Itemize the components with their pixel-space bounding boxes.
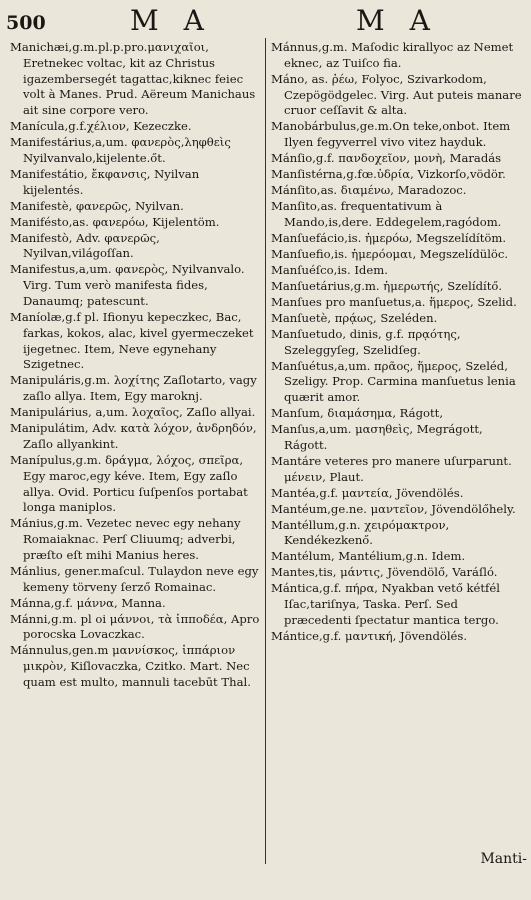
- dictionary-entry: Manícula,g.f.χέλιον, Kezeczke.: [10, 119, 192, 134]
- dictionary-entry: Manifestárius,a,um. φανερὸς,ληφθεὶς Nyilvanvalo,kijelente.őt.: [10, 135, 231, 165]
- dictionary-entry: Manipulárius, a,um. λοχαῖος, Zaſlo allyai.: [10, 405, 256, 420]
- dictionary-entry: Mantáre veteres pro manere uſurparunt. μένειν, Plaut.: [271, 453, 512, 484]
- dictionary-entry: Manſuetè, πρᾴως, Szeléden.: [271, 310, 438, 325]
- dictionary-entry: Manſuétus,a,um. πρᾶος, ἥμερος, Szeléd, Szeligy. Prop. Carmina manſuetus lenia quærit amor.: [271, 358, 516, 405]
- page-header: [0, 0, 531, 40]
- dictionary-entry: Mánna,g.f. μάννα, Manna.: [10, 595, 166, 610]
- dictionary-entry: Mánſio,g.f. πανδοχεῖον, μονὴ, Maradás: [271, 151, 502, 166]
- dictionary-entry: Manſuefio,is. ἡμερόομαι, Megszelídülöc.: [271, 246, 509, 261]
- dictionary-entry: Manichæi,g.m.pl.p.pro.μανιχαῖοι, Eretnekec voltac, kit az Christus igazembersegét tagattac,kiknec feiec volt à Manes. Prud. Aëreum Manichaus ait sine corpore vero.: [10, 40, 256, 118]
- dictionary-entry: Manſues pro manſuetus,a. ἥμερος, Szelid.: [271, 294, 517, 309]
- catchword: Manti-: [480, 851, 527, 867]
- dictionary-entry: Mantélum, Mantélium,g.n. Idem.: [271, 549, 466, 564]
- dictionary-entry: Máno, as. ῥέω, Folyoc, Szivarkodom, Czepögödgelec. Virg. Aut puteis manare cruor ceſſavit & alta.: [271, 71, 522, 118]
- dictionary-entry: Mánius,g.m. Vezetec nevec egy nehany Romaiaknac. Perſ Cliuumq; adverbi, præſto eſt mihi Manius heres.: [10, 516, 241, 562]
- dictionary-entry: Manifestátio, ἔκφανσις, Nyilvan kijelentés.: [10, 166, 200, 197]
- dictionary-entry: Manifésto,as. φανερόω, Kijelentöm.: [10, 214, 220, 229]
- column-divider: [265, 38, 266, 864]
- dictionary-entry: Manifestò, Adv. φανερῶς, Nyilvan,világoſſan.: [10, 230, 160, 261]
- dictionary-entry: Mánlius, gener.maſcul. Tulaydon neve egy kemeny törveny ſerző Romainac.: [10, 563, 259, 594]
- dictionary-entry: Manſistérna,g.fœ.ὑδρία, Vizkorſo,vödör.: [271, 167, 506, 182]
- dictionary-entry: Manſuetudo, dinis, g.f. πρᾳότης, Szeleggyſeg, Szelidſeg.: [271, 326, 461, 357]
- right-column: [271, 40, 525, 872]
- left-column: [10, 40, 262, 872]
- dictionary-entry: Manſum, διαμάσημα, Rágott,: [271, 406, 443, 421]
- dictionary-entry: Mantes,tis, μάντις, Jövendölő, Varáſló.: [271, 565, 498, 580]
- dictionary-entry: Mantéum,ge.ne. μαντεῖον, Jövendölőhely.: [271, 501, 516, 516]
- dictionary-entry: Manípulus,g.m. δράγμα, λόχος, σπεῖρα, Egy maroc,egy kéve. Item, Egy zaſlo allya. Ovid. Porticu ſuſpenſos portabat longa maniplos.: [10, 452, 248, 515]
- dictionary-entry: Mantéa,g.f. μαντεία, Jövendölés.: [271, 485, 464, 500]
- dictionary-entry: Manſuefácio,is. ἡμερόω, Megszelídítöm.: [271, 230, 507, 245]
- dictionary-entry: Mánni,g.m. pl oi μάννοι, τὰ ἱπποδέα, Apro porocska Lovaczkac.: [10, 611, 260, 642]
- dictionary-entry: Manſuetárius,g.m. ἡμερωτής, Szelídítő.: [271, 278, 503, 293]
- dictionary-entry: Manipulátim, Adv. κατὰ λόχον, ἀνδρηδόν, Zaſlo allyankint.: [10, 421, 257, 451]
- dictionary-entry: Manſuéſco,is. Idem.: [271, 262, 388, 277]
- dictionary-entry: Manobárbulus,ge.m.On teke,onbot. Item Ilyen fegyverrel vivo vitez hayduk.: [271, 119, 511, 150]
- dictionary-entry: Maníolæ,g.f pl. Ifionyu kepeczkec, Bac, farkas, kokos, alac, kivel gyermeczeket ijegetnec. Item, Neve egynehany Szigetnec.: [10, 310, 254, 372]
- dictionary-entry: Mántica,g.f. πήρα, Nyakban vető kétfél Iſac,tariſnya, Taska. Perſ. Sed præcedenti ſpectatur mantica tergo.: [271, 581, 500, 627]
- dictionary-entry: Manifestus,a,um. φανερὸς, Nyilvanvalo. Virg. Tum verò manifesta fides, Danaumq; patescunt.: [10, 262, 245, 309]
- dictionary-entry: Manſus,a,um. μασηθεὶς, Megrágott, Rágott.: [271, 422, 483, 452]
- dictionary-entry: Mánnus,g.m. Maſodic kirallyoc az Nemet eknec, az Tuiſco fia.: [271, 40, 514, 70]
- dictionary-entry: Manſito,as. frequentativum à Mando,is,dere. Eddegelem,ragódom.: [271, 199, 502, 229]
- page-number: 500: [6, 12, 46, 34]
- dictionary-entry: Mantéllum,g.n. χειρόμακτρον, Kendékezkenő.: [271, 517, 450, 548]
- dictionary-entry: Mántice,g.f. μαντική, Jövendölés.: [271, 628, 468, 643]
- dictionary-entry: Manifestè, φανερῶς, Nyilvan.: [10, 198, 184, 213]
- dictionary-entry: Mánſito,as. διαμένω, Maradozoc.: [271, 183, 467, 198]
- dictionary-entry: Manipuláris,g.m. λοχίτης Zaſlotarto, vagy zaſlo allya. Item, Egy maroknj.: [10, 373, 257, 404]
- header-letters-right: M A: [356, 4, 438, 37]
- dictionary-entry: Mánnulus,gen.m μαννίσκος, ἱππάριον μικρὸν, Kiſlovaczka, Czitko. Mart. Nec quam est multo, mannuli tacebūt Thal.: [10, 643, 251, 690]
- header-letters-left: M A: [130, 4, 212, 37]
